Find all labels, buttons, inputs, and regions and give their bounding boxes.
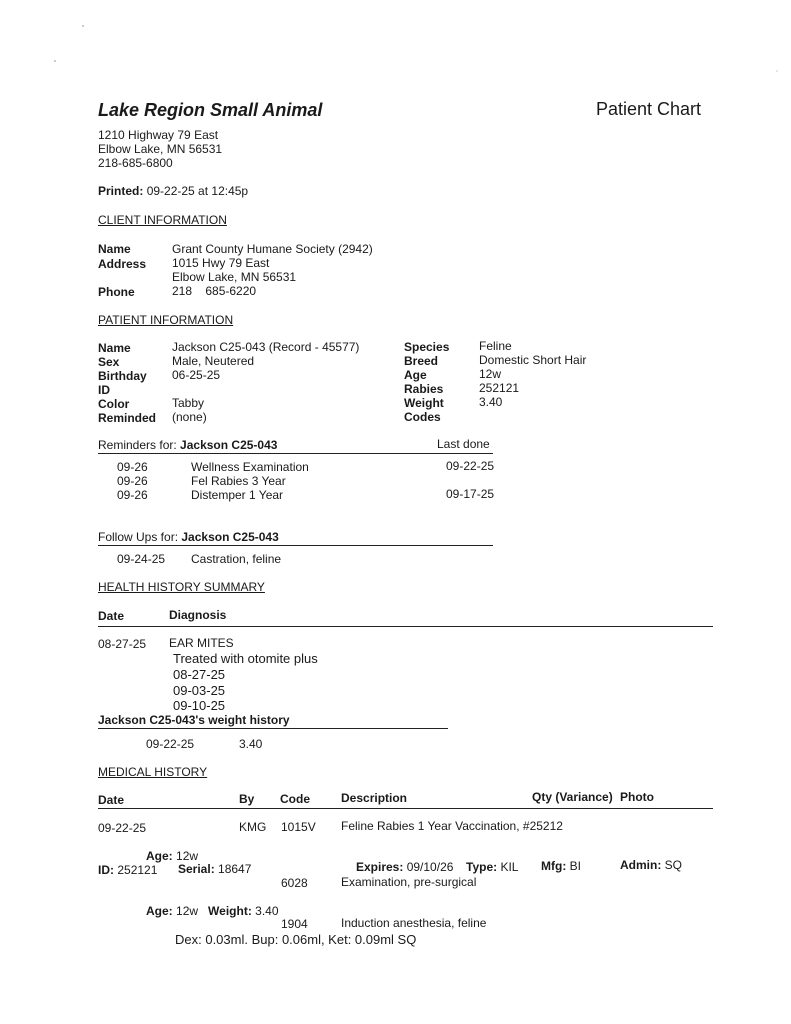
patient-field-value: 12w bbox=[479, 367, 502, 381]
patient-field-label: Codes bbox=[404, 410, 441, 424]
vaccine-expires-value: 09/10/26 bbox=[406, 860, 454, 874]
vaccine-expires bbox=[356, 861, 453, 875]
clinic-phone: 218-685-6800 bbox=[98, 156, 173, 170]
scan-speck bbox=[776, 70, 778, 72]
followups-title bbox=[98, 531, 279, 545]
medical-by-header: By bbox=[239, 792, 255, 806]
patient-field-label: Age bbox=[404, 368, 427, 382]
reminder-date: 09-26 bbox=[117, 488, 148, 502]
reminders-title-prefix: Reminders for: bbox=[98, 438, 177, 452]
clinic-address-line1: 1210 Highway 79 East bbox=[98, 128, 219, 142]
client-name-value: Grant County Humane Society (2942) bbox=[172, 242, 373, 256]
patient-field-value: Jackson C25-043 (Record - 45577) bbox=[172, 340, 360, 354]
vaccine-type-label: Type: bbox=[466, 860, 498, 874]
client-address-line2: Elbow Lake, MN 56531 bbox=[172, 270, 297, 284]
vaccine-admin-label: Admin: bbox=[620, 858, 662, 872]
health-rule bbox=[98, 626, 713, 627]
procedure-weight-value: 3.40 bbox=[255, 904, 279, 918]
diagnosis-text: EAR MITES bbox=[169, 636, 234, 650]
vaccine-id bbox=[98, 864, 157, 878]
reminder-description: Fel Rabies 3 Year bbox=[191, 474, 286, 488]
followup-date: 09-24-25 bbox=[117, 552, 166, 566]
client-name-label: Name bbox=[98, 242, 131, 256]
patient-field-value: Tabby bbox=[172, 396, 205, 410]
treatment-date: 08-27-25 bbox=[173, 667, 226, 682]
printed-label: Printed: bbox=[98, 184, 144, 198]
reminders-title bbox=[98, 439, 277, 453]
procedure-detail bbox=[146, 905, 279, 919]
patient-field-label: Color bbox=[98, 397, 130, 411]
medical-date: 09-22-25 bbox=[98, 821, 147, 835]
reminder-date: 09-26 bbox=[117, 460, 148, 474]
patient-field-label: Birthday bbox=[98, 369, 147, 383]
health-diagnosis-header: Diagnosis bbox=[169, 608, 227, 622]
treatment-date: 09-10-25 bbox=[173, 698, 226, 713]
patient-field-value: 252121 bbox=[479, 381, 520, 395]
vaccine-id-value: 252121 bbox=[117, 863, 158, 877]
patient-field-label: Species bbox=[404, 340, 450, 354]
procedure-weight-label: Weight: bbox=[208, 904, 252, 918]
reminder-last-done: 09-22-25 bbox=[446, 459, 495, 473]
medical-by: KMG bbox=[239, 820, 267, 834]
medical-history-title: MEDICAL HISTORY bbox=[98, 765, 208, 779]
treatment-date: 09-03-25 bbox=[173, 683, 226, 698]
medical-photo-header: Photo bbox=[620, 790, 654, 804]
patient-field-label: Sex bbox=[98, 355, 120, 369]
vaccine-age-label: Age: bbox=[146, 849, 173, 863]
patient-field-value: 3.40 bbox=[479, 395, 503, 409]
reminder-description: Distemper 1 Year bbox=[191, 488, 284, 502]
medical-description-header: Description bbox=[341, 791, 408, 805]
clinic-address-line2: Elbow Lake, MN 56531 bbox=[98, 142, 223, 156]
patient-field-label: ID bbox=[98, 383, 110, 397]
vaccine-serial bbox=[178, 863, 251, 877]
client-phone-value: 218 685-6220 bbox=[172, 284, 257, 298]
reminder-date: 09-26 bbox=[117, 474, 148, 488]
scan-speck bbox=[54, 60, 56, 62]
weight-value: 3.40 bbox=[239, 737, 263, 751]
patient-field-label: Breed bbox=[404, 354, 439, 368]
vaccine-serial-value: 18647 bbox=[218, 862, 252, 876]
vaccine-id-label: ID: bbox=[98, 863, 114, 877]
last-done-header: Last done bbox=[437, 437, 490, 451]
weight-history-title: Jackson C25-043's weight history bbox=[98, 713, 290, 727]
scan-speck bbox=[82, 25, 84, 27]
procedure-age-value: 12w bbox=[176, 904, 199, 918]
vaccine-mfg-label: Mfg: bbox=[541, 859, 567, 873]
procedure-age-label: Age: bbox=[146, 904, 173, 918]
patient-field-value: Domestic Short Hair bbox=[479, 353, 587, 367]
vaccine-type-value: KIL bbox=[500, 860, 519, 874]
client-address-line1: 1015 Hwy 79 East bbox=[172, 256, 270, 270]
vaccine-type bbox=[466, 861, 518, 875]
reminder-description: Wellness Examination bbox=[191, 460, 309, 474]
reminder-last-done: 09-17-25 bbox=[446, 487, 495, 501]
reminders-patient: Jackson C25-043 bbox=[180, 438, 278, 452]
vaccine-admin-value: SQ bbox=[664, 858, 683, 872]
medical-code: 1015V bbox=[281, 820, 316, 834]
patient-field-label: Rabies bbox=[404, 382, 444, 396]
followups-patient: Jackson C25-043 bbox=[181, 530, 279, 544]
vaccine-mfg-value: BI bbox=[569, 859, 582, 873]
patient-field-label: Reminded bbox=[98, 411, 157, 425]
client-phone-label: Phone bbox=[98, 285, 135, 299]
client-address-label: Address bbox=[98, 257, 147, 271]
medical-description: Examination, pre-surgical bbox=[341, 875, 477, 889]
anesthesia-note: Dex: 0.03ml. Bup: 0.06ml, Ket: 0.09ml SQ bbox=[175, 932, 417, 947]
vaccine-expires-label: Expires: bbox=[356, 860, 404, 874]
patient-field-value: Feline bbox=[479, 339, 512, 353]
followup-description: Castration, feline bbox=[191, 552, 282, 566]
medical-description: Feline Rabies 1 Year Vaccination, #25212 bbox=[341, 819, 563, 833]
followups-rule bbox=[98, 545, 493, 546]
clinic-name: Lake Region Small Animal bbox=[98, 100, 323, 120]
medical-rule bbox=[98, 808, 713, 809]
medical-date-header: Date bbox=[98, 793, 125, 807]
medical-qty-header: Qty (Variance) bbox=[532, 790, 613, 804]
client-section-title: CLIENT INFORMATION bbox=[98, 213, 227, 227]
vaccine-serial-label: Serial: bbox=[178, 862, 215, 876]
health-date-header: Date bbox=[98, 609, 125, 623]
patient-field-value: 06-25-25 bbox=[172, 368, 221, 382]
medical-description: Induction anesthesia, feline bbox=[341, 916, 487, 930]
patient-field-label: Name bbox=[98, 341, 131, 355]
page-title: Patient Chart bbox=[596, 99, 702, 119]
health-history-title: HEALTH HISTORY SUMMARY bbox=[98, 580, 265, 594]
treatment-text: Treated with otomite plus bbox=[173, 651, 318, 666]
patient-field-value: (none) bbox=[172, 410, 207, 424]
printed-value: 09-22-25 at 12:45p bbox=[146, 184, 249, 198]
vaccine-admin bbox=[620, 859, 682, 873]
patient-field-value: Male, Neutered bbox=[172, 354, 255, 368]
patient-section-title: PATIENT INFORMATION bbox=[98, 313, 234, 327]
vaccine-age-value: 12w bbox=[176, 849, 199, 863]
printed-line bbox=[98, 185, 248, 199]
patient-field-label: Weight bbox=[404, 396, 444, 410]
medical-code: 1904 bbox=[281, 917, 308, 931]
vaccine-mfg bbox=[541, 860, 581, 874]
followups-title-prefix: Follow Ups for: bbox=[98, 530, 179, 544]
medical-code: 6028 bbox=[281, 876, 308, 890]
weight-date: 09-22-25 bbox=[146, 737, 195, 751]
diagnosis-date: 08-27-25 bbox=[98, 637, 147, 651]
reminders-rule bbox=[98, 453, 493, 454]
medical-code-header: Code bbox=[280, 792, 310, 806]
weight-history-rule bbox=[98, 728, 448, 729]
